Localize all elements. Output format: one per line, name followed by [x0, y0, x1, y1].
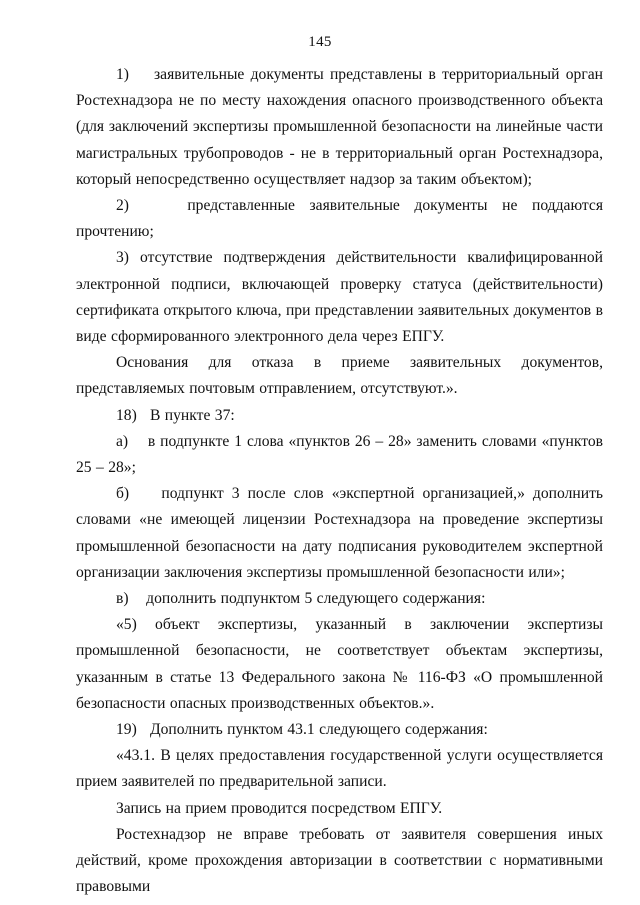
paragraph-subitem-b: б) подпункт 3 после слов «экспертной организацией,» дополнить словами «не имеющей лицензии Ростехнадзора на проведение экспертизы промышленной безопасности на дату подписания руководителем экспертной организации заключения экспертизы промышленной безопасности или»;	[76, 485, 603, 581]
paragraph-item-18: 18) В пункте 37:	[116, 406, 235, 424]
paragraph-item-19: 19) Дополнить пунктом 43.1 следующего содержания:	[116, 721, 488, 739]
paragraph-subitem-5: «5) объект экспертизы, указанный в заключении экспертизы промышленной безопасности, не соответствует объектам экспертизы, указанным в статье 13 Федерального закона № 116-ФЗ «О промышленной безопасности опасных производственных объектов.».	[76, 616, 603, 712]
paragraph-item-2: 2) представленные заявительные документы не поддаются прочтению;	[76, 197, 603, 241]
paragraph-item-3: 3) отсутствие подтверждения действительности квалифицированной электронной подписи, включающей проверку статуса (действительности) сертификата открытого ключа, при представлении заявительных документов в виде сформированного электронного дела через ЕПГУ.	[76, 249, 603, 346]
paragraph-refusal-grounds: Основания для отказа в приеме заявительных документов, представляемых почтовым отправлением, отсутствуют.».	[76, 354, 603, 398]
paragraph-item-1: 1) заявительные документы представлены в территориальный орган Ростехнадзора не по месту нахождения опасного производственного объекта (для заключений экспертизы промышленной безопасности на линейные части магистральных трубопроводов - не в территориальный орган Ростехнадзора, который непосредственно осуществляет надзор за таким объектом);	[76, 66, 603, 188]
paragraph-appointment: Запись на прием проводится посредством ЕПГУ.	[116, 799, 443, 817]
page-number: 145	[308, 34, 332, 50]
paragraph-subitem-v: в) дополнить подпунктом 5 следующего содержания:	[116, 590, 486, 608]
paragraph-rostekhnadzor: Ростехнадзор не вправе требовать от заявителя совершения иных действий, кроме прохождения авторизации в соответствии с нормативными правовыми	[76, 825, 603, 896]
paragraph-item-43-1: «43.1. В целях предоставления государственной услуги осуществляется прием заявителей по предварительной записи.	[76, 747, 603, 791]
document-body	[76, 62, 603, 901]
paragraph-subitem-a: а) в подпункте 1 слова «пунктов 26 – 28» заменить словами «пунктов 25 – 28»;	[76, 432, 603, 477]
